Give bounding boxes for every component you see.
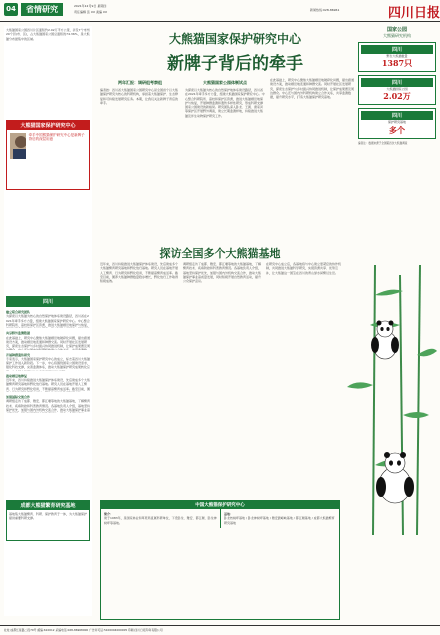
panda-bamboo-illustration	[345, 265, 437, 535]
editor-line: 责任编辑 张 XX 美编 XX	[74, 10, 108, 14]
article-text: 为探索以大熊猫为核心的自然保护地体系建设路径，四川省在2021年牵手多方力量，组建大熊猫国家保护研究中心。中心整合科研院所、高校和保护区资源，推进大熊猫栖息地保护与恢复，开展种群监测和遗传多样性研究，形成科研支撑国家公园建设的新格局。研究团队深入卧龙、王朗、唐家河等保护区开展野外调查，建立长期监测样地，持续推进大熊猫及伴生动物保护研究工作。	[185, 88, 265, 118]
stat-label: 野生大熊猫数量	[386, 54, 408, 58]
section-title: 省情研究	[21, 3, 63, 16]
stat-head: 四川	[361, 45, 433, 54]
right-stats-column	[358, 26, 436, 146]
sidebar-list-item: 开展种群遗传研究	[6, 352, 31, 357]
sidebar-list	[6, 306, 90, 413]
page-header	[0, 0, 440, 22]
issue-date: 2021年12月9日 星期四	[74, 4, 107, 8]
info-table-title: 中国大熊猫保护研究中心	[101, 501, 339, 509]
article-col-3	[270, 78, 354, 238]
article-col-2	[185, 78, 265, 238]
info-right-head: 基地：	[224, 512, 234, 516]
sidebar-list-item: 推动栖息地修复	[6, 373, 28, 378]
stat-label: 保护研究基地	[387, 120, 406, 125]
stat-head: 四川	[361, 78, 433, 87]
newspaper-logo: 四川日报	[388, 6, 440, 21]
info-table	[100, 500, 340, 620]
sidebar-bottom-box	[6, 500, 90, 541]
sidebar-bottom-tag: 成都大熊猫繁育研究基地	[7, 501, 89, 510]
info-right-text: 卧龙核桃坪基地 / 卧龙神树坪基地 / 雅安碧峰峡基地 / 都江堰基地 / 成都大熊猫繁育研究基地	[224, 516, 335, 525]
news-phone: 新闻热线:028-86961	[310, 8, 340, 12]
article-text: 在此基础上，研究中心聚焦大熊猫栖息地破碎化问题，提出廊道建设方案，推动栖息地连通和种群交流。同时开展社区发展研究，探索生态保护与乡村振兴协同推进机制，让保护成果惠及周边群众。中心还与国内外科研机构建立合作关系，共享监测数据，提升研究水平，打造大熊猫保护研究高地。	[270, 78, 354, 100]
headline-line1: 大熊猫国家保护研究中心	[168, 32, 301, 46]
stat-value: 2.02万	[383, 91, 411, 102]
page-number: 04	[4, 3, 18, 16]
section-heading: 探访全国多个大熊猫基地	[159, 247, 281, 260]
stat-note: 编者注：数据来源于全国第四次大熊猫调查	[358, 141, 408, 145]
info-table-right	[221, 509, 339, 528]
page-footer	[0, 625, 440, 635]
sidebar-tag-sichuan: 四川	[6, 296, 90, 307]
quote-text: 牵手中国熊猫保护研究中心是新牌子背后的深层用意	[28, 133, 85, 142]
info-table-left	[101, 509, 221, 528]
info-left-text: 建于1983年，是国家林业和草原局直属科研单位，下设卧龙、雅安、都江堰、卧龙神树坪等基地。	[104, 516, 217, 525]
stat-value: 1387只	[381, 58, 413, 69]
stat-card	[358, 75, 436, 105]
panda-2	[376, 452, 414, 503]
stat-label: 大熊猫国家公园	[386, 87, 408, 92]
sidebar-list-item: 加强国际交流合作	[6, 395, 31, 400]
headline-line2: 新牌子背后的牵手	[167, 54, 303, 74]
article-col-4	[100, 262, 178, 497]
right-top-head: 国家公园	[386, 27, 407, 33]
portrait-image	[10, 133, 26, 159]
sidebar-item-desc: 为探索以大熊猫为核心的自然保护地体系建设路径，四川省在2021年牵手多方力量，组建大熊猫国家保护研究中心。中心整合科研院所、高校和保护区资源，推进大熊猫栖息地保护与恢复，	[6, 314, 90, 327]
headline	[100, 30, 370, 74]
quote-box	[6, 120, 90, 190]
stat-card	[358, 108, 436, 138]
subheading: 大熊猫国家公园体制试点	[203, 80, 247, 85]
article-text: 编者按：四川省大熊猫国家公园研究中心是全国首个以大熊猫保护研究为核心的科研机构，承担着大熊猫保护、生态修复和可持续发展研究任务。本期，让我们关注新牌子背后的牵手。	[100, 88, 179, 105]
sidebar-intro: 大熊猫国家公园四川片区面积约2.02万平方公里，涉及7个市州20个县(市、区)，占大熊猫国家公园总面积的74.36%，是大熊猫分布最集中的区域。	[6, 28, 90, 41]
article-text: 近年来，四川持续推进大熊猫保护体系建设，先后建成多个大熊猫繁育研究基地和野化放归基地。研究人员在基地开展人工繁育、行为研究和野化培训，不断提高繁育成活率。截至目前，圈养大熊猫种群数量稳步增长，野化放归工作取得积极成效。	[100, 262, 178, 284]
right-top-sub: 大熊猫研究机构	[383, 33, 411, 38]
sidebar-list-item: 共享野外监测数据	[6, 331, 31, 336]
subheading: 两年汇报：调研组考察组	[118, 80, 162, 85]
sidebar-item-desc: 专家表示，大熊猫国家保护研究中心的成立，标志着四川大熊猫保护工作进入新阶段。下一步，中心将围绕国家公园建设需求，强化科技支撑，完善监测体系，推动大熊猫保护研究成果转化应	[6, 356, 90, 370]
sidebar-list-item: 建立联合研究团队	[6, 310, 31, 314]
sidebar-item-desc: 在此基础上，研究中心聚焦大熊猫栖息地破碎化问题，提出廊道建设方案，推动栖息地连通和种群交流。同时开展社区发展研究，探索生态保护与乡村振兴协同推进机制，让保护成果惠及周	[6, 335, 90, 349]
article-text: 调研组走访了成都、雅安、都江堰等地的大熊猫基地，了解繁育技术、疾病防控和科普教育情况。各基地负责人介绍，基地坚持保护优先，加强与国内外机构交流合作，推动大熊猫保护事业高质量发展，同时积极开展自然教育活动，提升公众保护意识。	[183, 262, 261, 284]
article-col-1	[100, 78, 180, 238]
stat-head: 四川	[361, 111, 433, 120]
article-col-5	[183, 262, 261, 497]
footer-text: 社址:成都红星路二段70号 邮编:610012 采编电话:028-86968000 广告许可证:5100004000005 印刷:四川日报印务有限公司	[4, 628, 163, 632]
sidebar-bottom-text: 基地集大熊猫繁育、科研、保护教育于一体，为大熊猫保护提供重要科研支撑。	[9, 512, 88, 521]
article-text: 在研究中心成立后，各基地将与中心建立更紧密的协作机制，共同推进大熊猫科学研究，实现资源共享、优势互补，让大熊猫这一国宝在四川的青山绿水间繁衍生息。	[266, 262, 342, 275]
quote-tag: 大熊猫国家保护研究中心	[7, 121, 89, 130]
sidebar-item-desc: 近年来，四川持续推进大熊猫保护体系建设，先后建成多个大熊猫繁育研究基地和野化放归基地。研究人员在基地开展人工繁育、行为研究和野化培训，不断提高繁育成活率。截至目前，圈	[6, 378, 90, 391]
stat-card	[358, 42, 436, 72]
stat-value: 多个	[389, 124, 405, 135]
sidebar-item-desc: 调研组走访了成都、雅安、都江堰等地的大熊猫基地，了解繁育技术、疾病防控和科普教育情况。各基地负责人介绍，基地坚持保护优先，加强与国内外机构交流合作，推动大熊猫保护事业高	[6, 399, 90, 413]
info-left-head: 简介：	[104, 512, 114, 516]
article-col-6	[266, 262, 342, 497]
